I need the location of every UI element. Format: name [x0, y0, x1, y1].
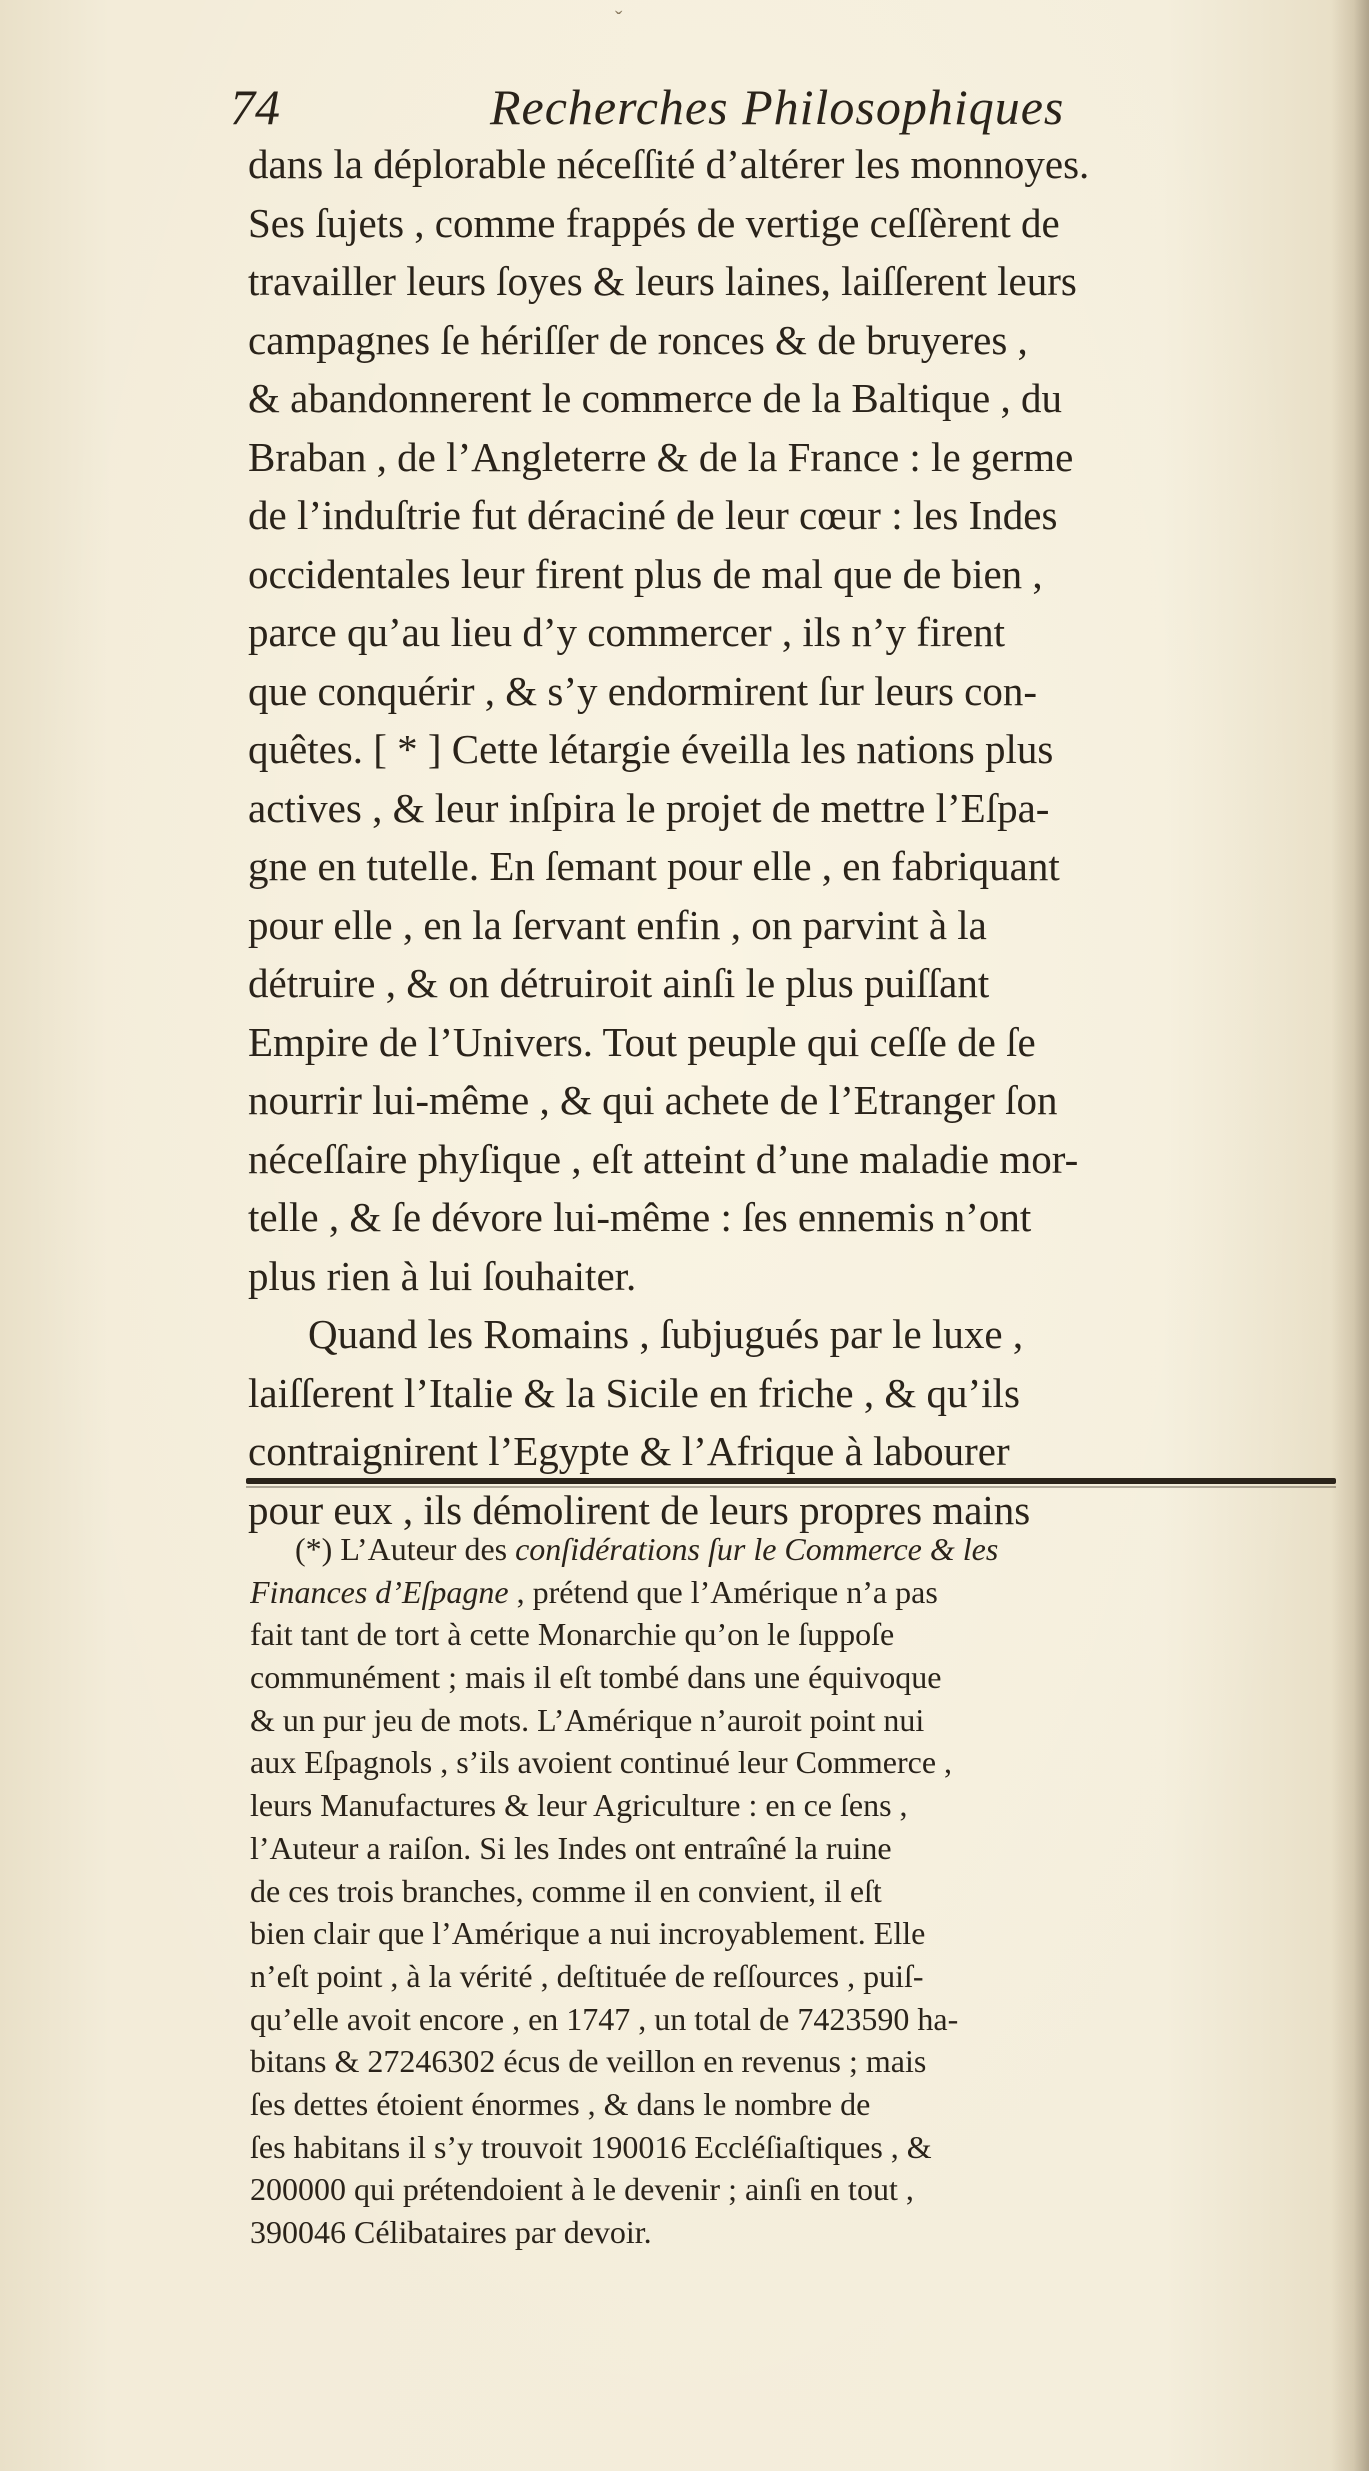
body-line: travailler leurs ſoyes & leurs laines, laiſſerent leurs [248, 258, 1077, 304]
body-line: & abandonnerent le commerce de la Baltique , du [248, 375, 1062, 421]
footnote-line: communément ; mais il eſt tombé dans une équivoque [250, 1659, 942, 1696]
page-number: 74 [230, 79, 280, 135]
footnote-line: fait tant de tort à cette Monarchie qu’on le ſuppoſe [250, 1616, 895, 1653]
footnote [250, 1528, 1345, 2254]
body-line: plus rien à lui ſouhaiter. [248, 1252, 637, 1299]
body-line: gne en tutelle. En ſemant pour elle , en fabriquant [248, 843, 1060, 889]
body-line: pour eux , ils démolirent de leurs propres mains [248, 1486, 1031, 1533]
body-line: nourrir lui-même , & qui achete de l’Etranger ſon [248, 1077, 1058, 1123]
footnote-separator-rule [246, 1478, 1336, 1484]
running-head [230, 78, 1130, 138]
running-title: Recherches Philosophiques [490, 79, 1065, 135]
body-text [248, 135, 1338, 1539]
footnote-line: l’Auteur a raiſon. Si les Indes ont entraîné la ruine [250, 1829, 892, 1866]
body-line: Empire de l’Univers. Tout peuple qui ceſſe de ſe [248, 1018, 1036, 1065]
footnote-line: bien clair que l’Amérique a nui incroyablement. Elle [250, 1915, 926, 1952]
footnote-line: ſes habitans il s’y trouvoit 190016 Eccléſiaſtiques , & [250, 2128, 932, 2165]
body-line: néceſſaire phyſique , eſt atteint d’une maladie mor- [248, 1135, 1079, 1182]
footnote-separator-shadow [246, 1486, 1336, 1488]
body-line: que conquérir , & s’y endormirent ſur leurs con- [248, 667, 1038, 714]
footnote-line: de ces trois branches, comme il en convient, il eſt [250, 1872, 882, 1909]
footnote-marker-text: (*) L’Auteur des [295, 1531, 516, 1567]
footnote-line: leurs Manufactures & leur Agriculture : en ce ſens , [250, 1787, 908, 1824]
top-fold-mark: ˇ [615, 6, 623, 31]
body-line: campagnes ſe hériſſer de ronces & de bruyeres , [248, 316, 1028, 363]
footnote-line: bitans & 27246302 écus de veillon en revenus ; mais [250, 2043, 927, 2080]
footnote-line: aux Eſpagnols , s’ils avoient continué leur Commerce , [250, 1744, 953, 1781]
footnote-cited-title: conſidérations ſur le Commerce & les [515, 1531, 999, 1567]
paragraph-start-line: Quand les Romains , ſubjugués par le luxe , [308, 1311, 1024, 1357]
footnote-line: ſes dettes étoient énormes , & dans le nombre de [250, 2085, 871, 2122]
footnote-text: , prétend que l’Amérique n’a pas [508, 1573, 938, 1610]
footnote-cited-title-cont: Finances d’Eſpagne [250, 1573, 509, 1610]
body-line: quêtes. [ * ] Cette létargie éveilla les nations plus [248, 726, 1054, 772]
body-line: Braban , de l’Angleterre & de la France : le germe [248, 433, 1074, 480]
body-line: telle , & ſe dévore lui-même : ſes ennemis n’ont [248, 1194, 1032, 1240]
body-line: parce qu’au lieu d’y commercer , ils n’y firent [248, 609, 1006, 655]
footnote-line: 390046 Célibataires par devoir. [250, 2214, 652, 2250]
body-line: laiſſerent l’Italie & la Sicile en friche , & qu’ils [248, 1369, 1020, 1416]
body-line: de l’induſtrie fut déraciné de leur cœur : les Indes [248, 492, 1058, 538]
footnote-line [250, 1571, 1345, 1614]
body-line: pour elle , en la ſervant enfin , on parvint à la [248, 901, 987, 948]
footnote-line [250, 1528, 1345, 1571]
footnote-line: & un pur jeu de mots. L’Amérique n’auroit point nui [250, 1701, 925, 1738]
body-line: dans la déplorable néceſſité d’altérer les monnoyes. [248, 141, 1090, 187]
body-line: occidentales leur firent plus de mal que de bien , [248, 550, 1043, 597]
body-line: Ses ſujets , comme frappés de vertige ceſſèrent de [248, 199, 1060, 246]
footnote-line: qu’elle avoit encore , en 1747 , un total de 7423590 ha- [250, 2000, 959, 2037]
body-line: actives , & leur inſpira le projet de mettre l’Eſpa- [248, 784, 1050, 831]
footnote-line: n’eſt point , à la vérité , deſtituée de reſſources , puiſ- [250, 1957, 924, 1994]
footnote-line: 200000 qui prétendoient à le devenir ; ainſi en tout , [250, 2171, 914, 2208]
body-line: contraignirent l’Egypte & l’Afrique à labourer [248, 1428, 1010, 1474]
body-line: détruire , & on détruiroit ainſi le plus puiſſant [248, 960, 990, 1006]
